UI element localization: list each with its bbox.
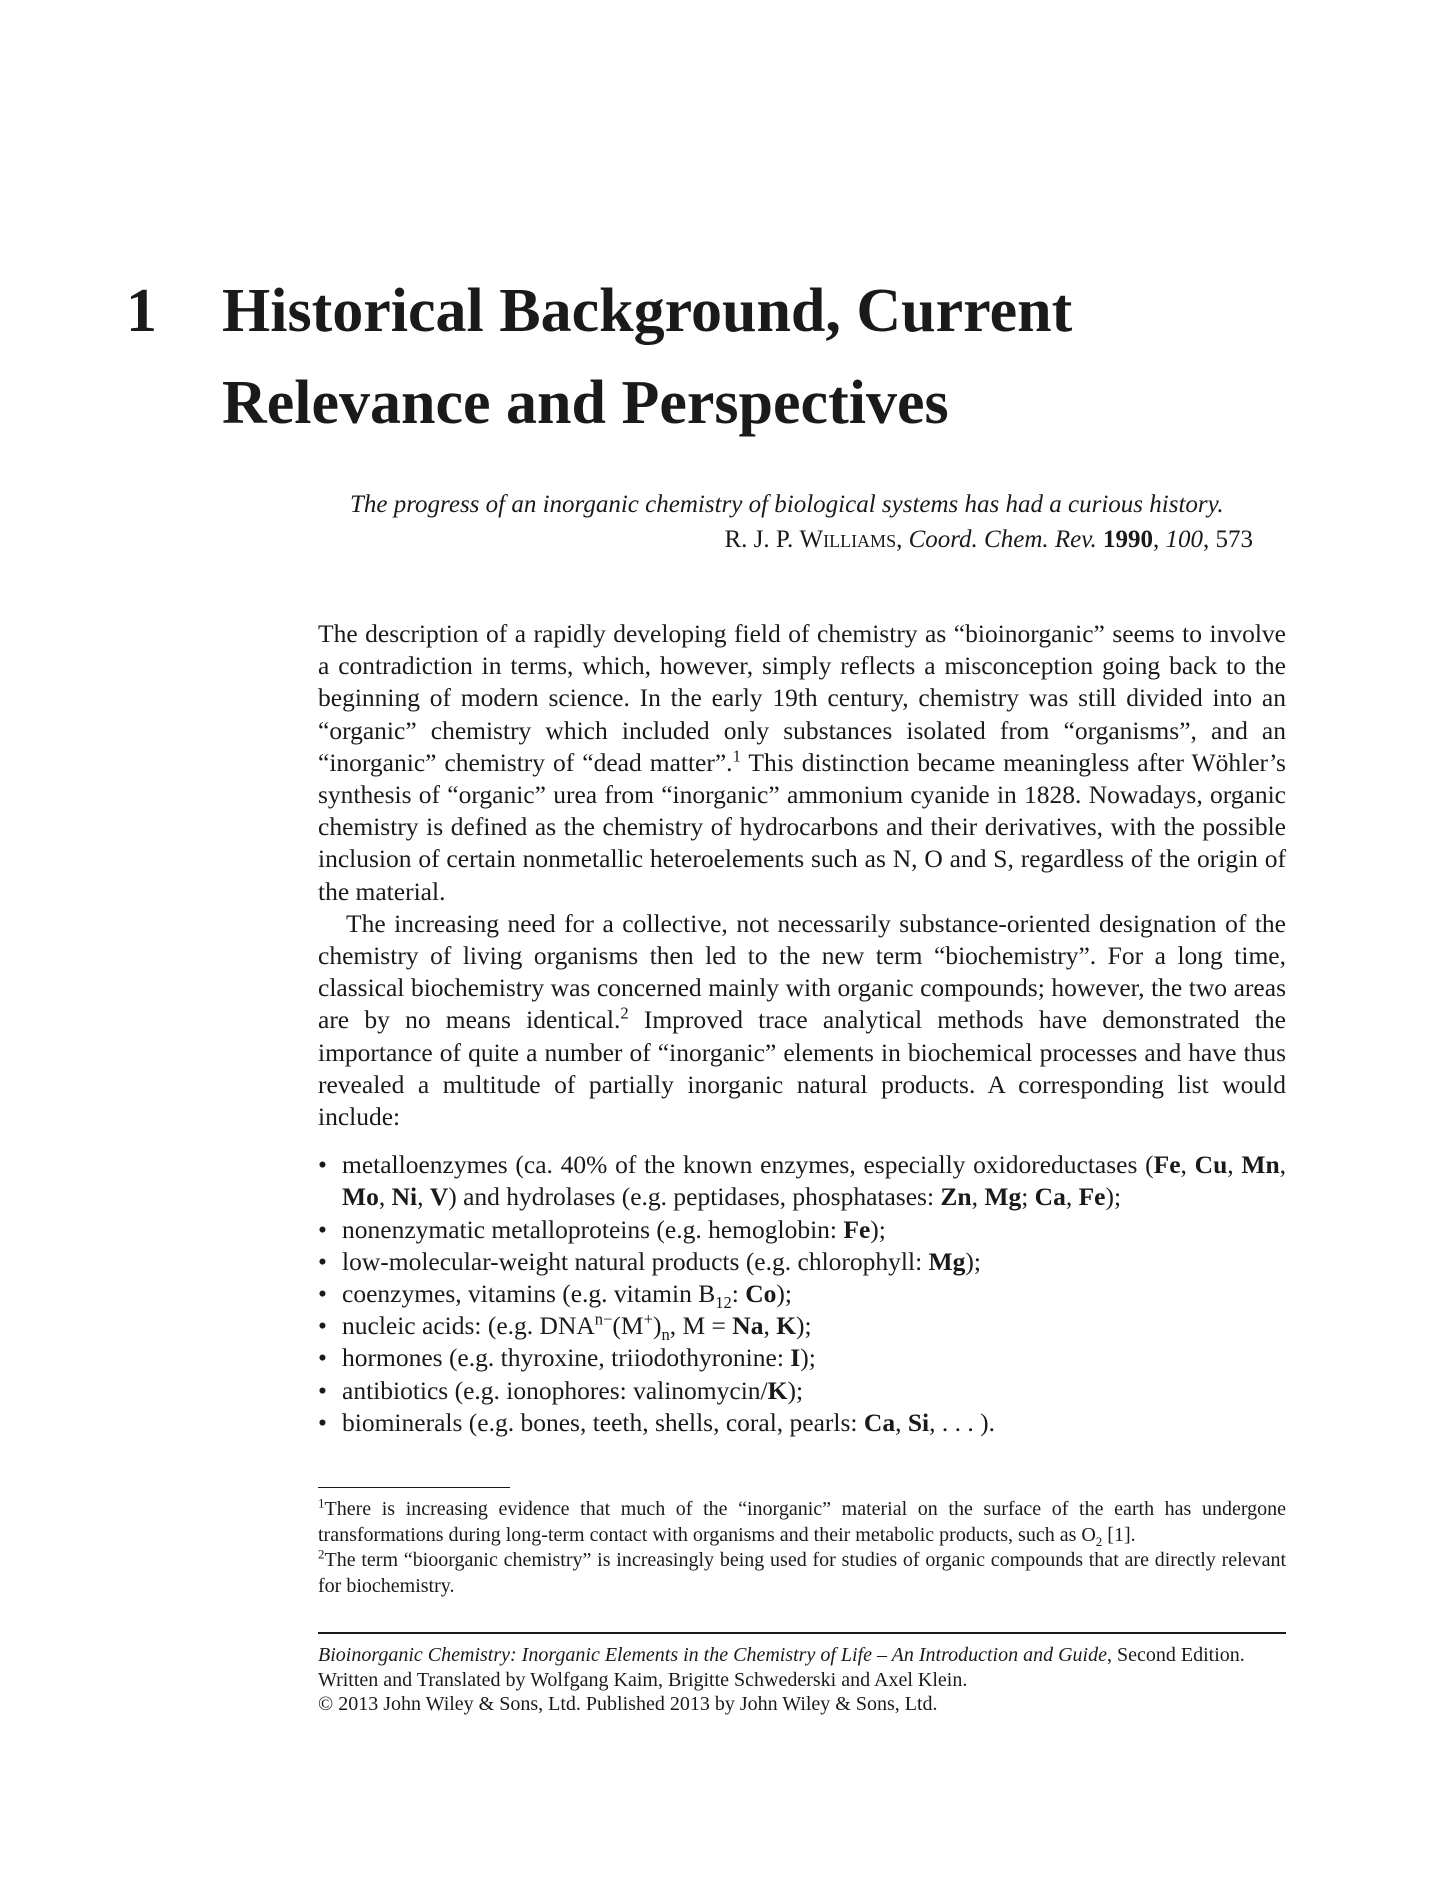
main-text xyxy=(318,618,1286,1439)
list-item-nucleic-acids: • nucleic acids: (e.g. $DNA^{n-}(M^+)_n$, M = Na, K); xyxy=(318,1310,1286,1342)
list-item-hormones: • hormones (e.g. thyroxine, triiodothyronine: I); xyxy=(318,1342,1286,1374)
epigraph-quote: The progress of an inorganic chemistry of biological systems has had a curious history. xyxy=(350,491,1224,518)
footnote-ref-2[interactable]: 2 xyxy=(620,1003,629,1023)
page-footer xyxy=(318,1643,1286,1717)
list-item-metalloenzymes: • metalloenzymes (ca. 40% of the known enzymes, especially oxidoreductases (Fe, Cu, Mn, Mo, Ni, V) and hydrolases (e.g. peptidases, phosphatases: Zn, Mg; Ca, Fe); xyxy=(318,1149,1286,1213)
footnote-divider xyxy=(318,1487,510,1488)
footer-divider xyxy=(318,1632,1286,1634)
list-item-antibiotics: • antibiotics (e.g. ionophores: valinomycin/K); xyxy=(318,1375,1286,1407)
paragraph-2-text-b: Improved trace analytical methods have demonstrated the importance of quite a number of “inorganic” elements in biochemical processes and have thus revealed a multitude of partially inorganic natural products. A corresponding list would include: xyxy=(318,1005,1286,1132)
footer-authors: Written and Translated by Wolfgang Kaim, Brigitte Schwederski and Axel Klein. xyxy=(318,1668,968,1691)
footnote-2: $^2$The term “bioorganic chemistry” is increasingly being used for studies of organic compounds that are directly relevant for biochemistry. xyxy=(318,1546,1286,1597)
list-item-natural-products: • low-molecular-weight natural products (e.g. chlorophyll: Mg); xyxy=(318,1246,1286,1278)
epigraph-author-initials: R. J. P. xyxy=(724,526,800,553)
paragraph-1 xyxy=(318,618,1286,908)
footnote-1-mark: 1 xyxy=(318,1495,325,1511)
epigraph-journal: Coord. Chem. Rev. xyxy=(908,526,1097,553)
footnote-2-mark: 2 xyxy=(318,1546,325,1562)
list-item-metalloproteins: • nonenzymatic metalloproteins (e.g. hemoglobin: Fe); xyxy=(318,1214,1286,1246)
epigraph-year: 1990 xyxy=(1103,526,1153,553)
paragraph-1-text-b: This distinction became meaningless after Wöhler’s synthesis of “organic” urea from “inorganic” ammonium cyanide in 1828. Nowadays, organic chemistry is defined as the chemistry of hydrocarbons and their derivatives, with the possible inclusion of certain nonmetallic heteroelements such as N, O and S, regardless of the origin of the material. xyxy=(318,747,1286,906)
footnote-ref-1[interactable]: 1 xyxy=(732,746,741,766)
list-item-biominerals: • biominerals (e.g. bones, teeth, shells, coral, pearls: Ca, Si, . . . ). xyxy=(318,1407,1286,1439)
epigraph-author-surname: Williams xyxy=(799,526,897,553)
paragraph-1-text-a: The description of a rapidly developing field of chemistry as “bioinorganic” seems to involve a contradiction in terms, which, however, simply reflects a misconception going back to the beginning of modern science. In the early 19th century, chemistry was still divided into an “organic” chemistry which included only substances isolated from “organisms”, and an “inorganic” chemistry of “dead matter”. xyxy=(318,619,1286,777)
epigraph-page: 573 xyxy=(1215,526,1253,553)
footnote-1: $^1$There is increasing evidence that much of the “inorganic” material on the surface of the earth has undergone transformations during long-term contact with organisms and their metabolic products, such as $O_2$ [1]. xyxy=(318,1495,1286,1549)
footer-book-line xyxy=(318,1643,1286,1668)
bullet-list xyxy=(318,1149,1286,1439)
epigraph xyxy=(350,489,1253,556)
chapter-title-line-1: Historical Background, Current xyxy=(222,277,1073,345)
footer-copyright: © 2013 John Wiley & Sons, Ltd. Published 2013 by John Wiley & Sons, Ltd. xyxy=(318,1693,938,1715)
chapter-title-line-2: Relevance and Perspectives xyxy=(222,369,949,437)
chapter-number: 1 xyxy=(126,277,157,345)
chapter-title xyxy=(222,265,1262,449)
epigraph-volume: 100 xyxy=(1165,526,1203,553)
paragraph-2 xyxy=(318,908,1286,1133)
footer-edition: , Second Edition. xyxy=(1106,1644,1245,1666)
list-item-coenzymes: • coenzymes, vitamins (e.g. vitamin $B_{12}$: Co); xyxy=(318,1278,1286,1310)
footnotes xyxy=(318,1497,1286,1599)
epigraph-source: R. J. P. Williams, Coord. Chem. Rev. 1990, 100, 573 xyxy=(724,526,1253,553)
paragraph-2-text-a: The increasing need for a collective, not necessarily substance-oriented designation of the chemistry of living organisms then led to the new term “biochemistry”. For a long time, classical biochemistry was concerned mainly with organic compounds; however, the two areas are by no means identical. xyxy=(318,908,1286,1035)
footer-book-title: Bioinorganic Chemistry: Inorganic Elements in the Chemistry of Life – An Introduction and Guide xyxy=(318,1644,1107,1666)
